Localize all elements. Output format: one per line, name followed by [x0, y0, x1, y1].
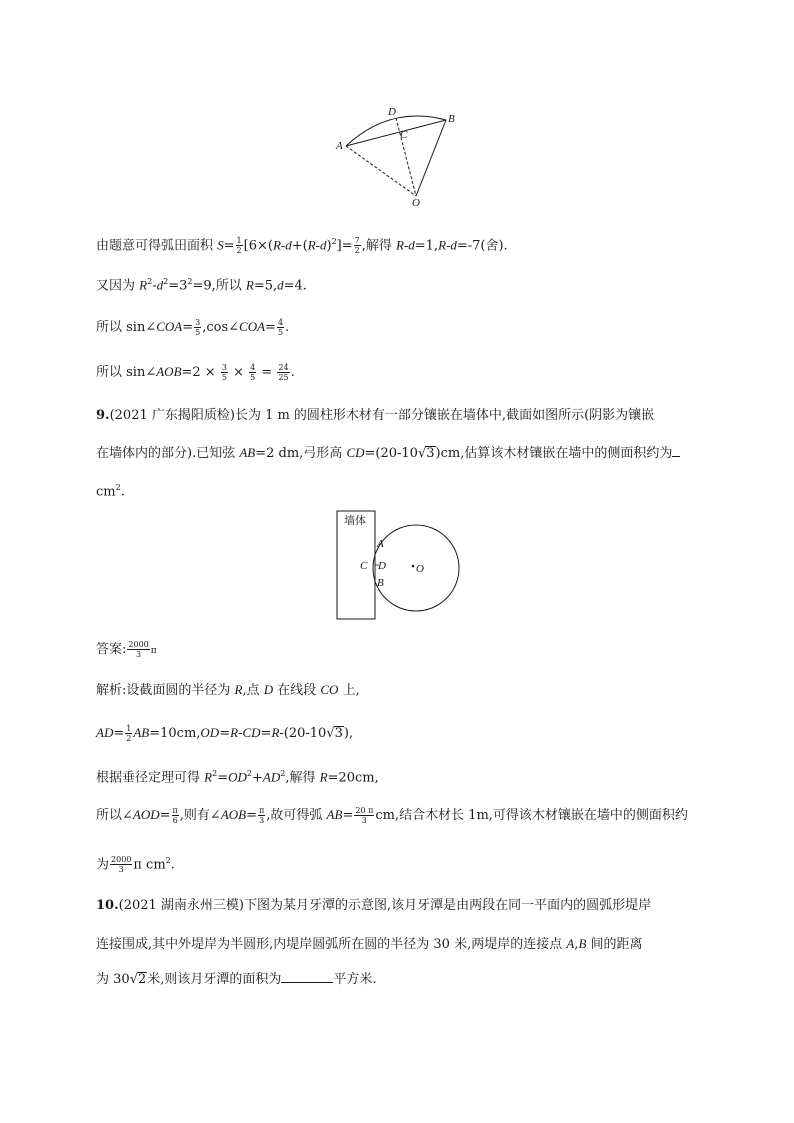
q10-line3: 为 30√2米,则该月牙潭的面积为 平方米.: [96, 972, 377, 987]
q9-line1: 9.(2021 广东揭阳质检)长为 1 m 的圆柱形木材有一部分镶嵌在墙体中,截面如图所示(阴影为镶嵌: [96, 408, 655, 423]
q9-line3: $cm^2$.: [96, 483, 125, 500]
chord-AB: [346, 120, 446, 146]
arc-ADB: [346, 116, 446, 146]
segment-OB: [416, 120, 446, 196]
label-C: C: [360, 560, 368, 572]
label-D: D: [388, 106, 396, 118]
label-C: C: [400, 129, 408, 141]
label-B: B: [448, 113, 455, 125]
ans9-line1: 答案: $\frac{2000}{3}$ π: [96, 640, 157, 659]
arc-field-diagram: [330, 100, 470, 210]
q9-line2: 在墙体内的部分).已知弦 AB=2 dm,弓形高 CD=(20-10√3)cm,估算该木材镶嵌在墙中的侧面积约为: [96, 444, 680, 463]
ans9-line3: AD= $\frac{1}{2}$ AB=10cm,OD=R-CD=R-(20-10√3),: [96, 724, 354, 743]
center-point: [412, 565, 415, 568]
ans9-line6: 为 $\frac{2000}{3}$ π $cm^2$.: [96, 855, 175, 875]
wall-rect: [337, 511, 375, 619]
label-A: A: [377, 538, 384, 550]
label-O: O: [416, 563, 424, 575]
p8-line3: 所以 sin∠COA= $\frac{3}{5}$ ,cos∠COA= $\frac{4}{5}$ .: [96, 318, 290, 337]
p8-line2: 又因为 $R^2-d^2=3^2=9$,所以 R=5,d=4.: [96, 277, 307, 294]
ans9-line5: 所以∠AOD= $\frac{\pi}{6}$ ,则有∠AOB= $\frac{\pi}{3}$ ,故可得弧 AB= $\frac{20 \pi}{3}$ cm,结合木材长 1m,可得该木材镶嵌在墙中的侧面积约: [96, 806, 688, 825]
label-B: B: [377, 577, 384, 589]
p8-line4: 所以 sin∠AOB=2 × $\frac{3}{5}$ × $\frac{4}{5}$ = $\frac{24}{25}$ .: [96, 363, 295, 382]
label-D: D: [378, 560, 386, 572]
wall-timber-diagram: [330, 508, 470, 624]
label-A: A: [336, 140, 343, 152]
q10-line1: 10.(2021 湖南永州三模)下图为某月牙潭的示意图,该月牙潭是由两段在同一平面内的圆弧形堤岸: [96, 898, 652, 913]
ans9-line4: 根据垂径定理可得 $R^2=OD^2+AD^2$,解得 R=20cm,: [96, 769, 379, 786]
ans9-line2: 解析:设截面圆的半径为 R,点 D 在线段 CO 上,: [96, 682, 360, 698]
p8-line1: 由题意可得弧田面积 S= $\frac{1}{2}$ [$6\times(R-d+(R-d)^2]=$ $\frac{7}{2}$ ,解得 R-d=1,R-d=-7(舍).: [96, 236, 508, 256]
wall-label: 墙体: [344, 514, 366, 527]
q10-line2: 连接围成,其中外堤岸为半圆形,内堤岸圆弧所在圆的半径为 30 米,两堤岸的连接点 A,B 间的距离: [96, 936, 643, 952]
answer-blank-q10[interactable]: [281, 971, 333, 983]
answer-blank-q9[interactable]: [672, 445, 680, 457]
label-O: O: [412, 197, 420, 209]
